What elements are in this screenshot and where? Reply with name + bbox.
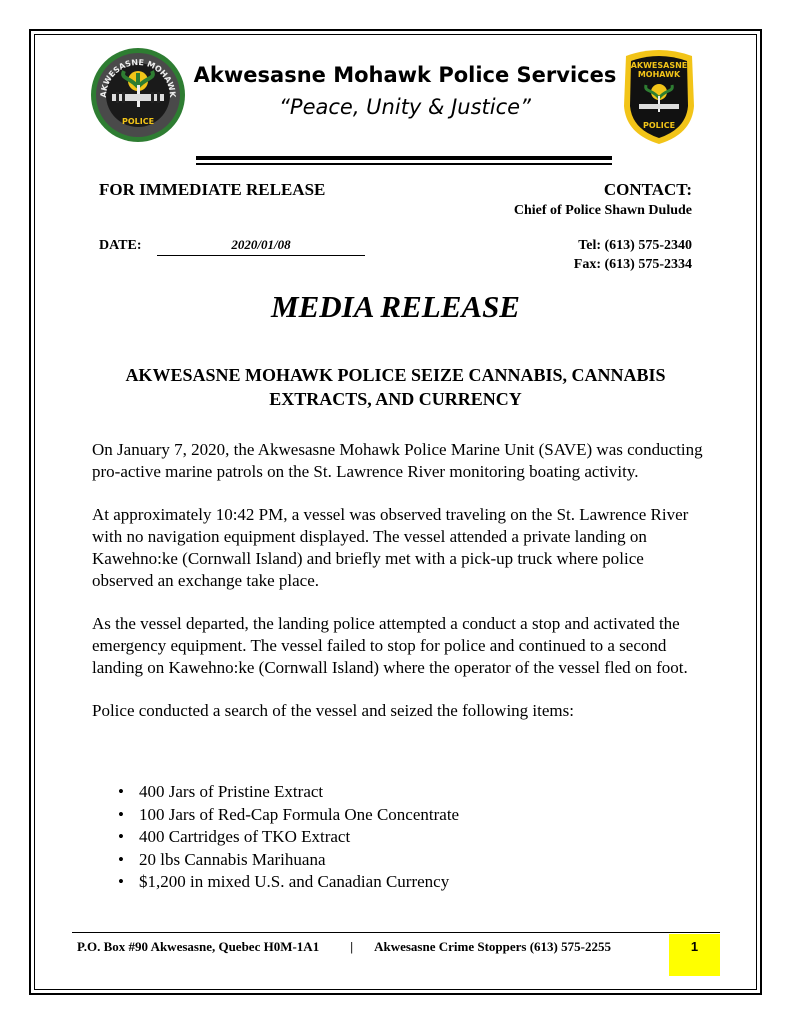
footer-address: P.O. Box #90 Akwesasne, Quebec H0M-1A1 xyxy=(77,939,320,954)
list-item: • 400 Cartridges of TKO Extract xyxy=(118,826,459,849)
left-logo-bottom-text: POLICE xyxy=(121,117,155,126)
contact-heading: CONTACT: xyxy=(603,180,692,199)
list-item: • 100 Jars of Red-Cap Formula One Concentrate xyxy=(118,804,459,827)
list-item: • $1,200 in mixed U.S. and Canadian Currency xyxy=(118,871,459,894)
seized-items-list xyxy=(118,781,459,894)
organization-motto: “Peace, Unity & Justice” xyxy=(279,95,531,119)
body-text xyxy=(92,439,708,743)
organization-name: Akwesasne Mohawk Police Services xyxy=(193,63,617,87)
immediate-release-label: FOR IMMEDIATE RELEASE xyxy=(99,180,326,199)
paragraph: At approximately 10:42 PM, a vessel was observed traveling on the St. Lawrence River with no navigation equipment displayed. The vessel attended a private landing on Kawehno:ke (Cornwall Island) and briefly met with a pick-up truck where police observed an exchange take place. xyxy=(92,505,689,590)
document-title: MEDIA RELEASE xyxy=(271,289,520,324)
paragraph: As the vessel departed, the landing police attempted a conduct a stop and activated the emergency equipment. The vessel failed to stop for police and continued to a second landing on Kawehno:ke (Cornwall Island) where the operator of the vessel fled on foot. xyxy=(92,614,688,677)
footer-separator: | xyxy=(350,939,354,954)
footer-crime-stoppers: Akwesasne Crime Stoppers (613) 575-2255 xyxy=(374,939,611,954)
right-logo-line1: AKWESASNE xyxy=(630,61,688,70)
header-rule-thin xyxy=(196,163,612,165)
header-rule-thick xyxy=(196,156,612,160)
left-logo-top-text: AKWESASNE MOHAWK xyxy=(98,57,178,98)
contact-name: Chief of Police Shawn Dulude xyxy=(513,203,692,218)
paragraph: On January 7, 2020, the Akwesasne Mohawk Police Marine Unit (SAVE) was conducting pro-active marine patrols on the St. Lawrence River monitoring boating activity. xyxy=(92,440,703,481)
footer xyxy=(77,937,647,956)
fax: Fax: (613) 575-2334 xyxy=(573,257,692,272)
right-logo-line2: MOHAWK xyxy=(637,70,681,79)
date-value: 2020/01/08 xyxy=(157,237,365,256)
headline: AKWESASNE MOHAWK POLICE SEIZE CANNABIS, CANNABIS EXTRACTS, AND CURRENCY xyxy=(125,365,666,409)
telephone: Tel: (613) 575-2340 xyxy=(578,238,692,253)
date-label: DATE: xyxy=(99,238,142,253)
page-number: 1 xyxy=(669,934,720,976)
police-shield-logo-right xyxy=(620,46,698,146)
list-item: • 400 Jars of Pristine Extract xyxy=(118,781,459,804)
list-item: • 20 lbs Cannabis Marihuana xyxy=(118,849,459,872)
paragraph: Police conducted a search of the vessel and seized the following items: xyxy=(92,701,574,720)
footer-rule xyxy=(72,932,720,933)
right-logo-bottom-text: POLICE xyxy=(642,121,676,130)
police-seal-logo-left xyxy=(90,47,186,143)
